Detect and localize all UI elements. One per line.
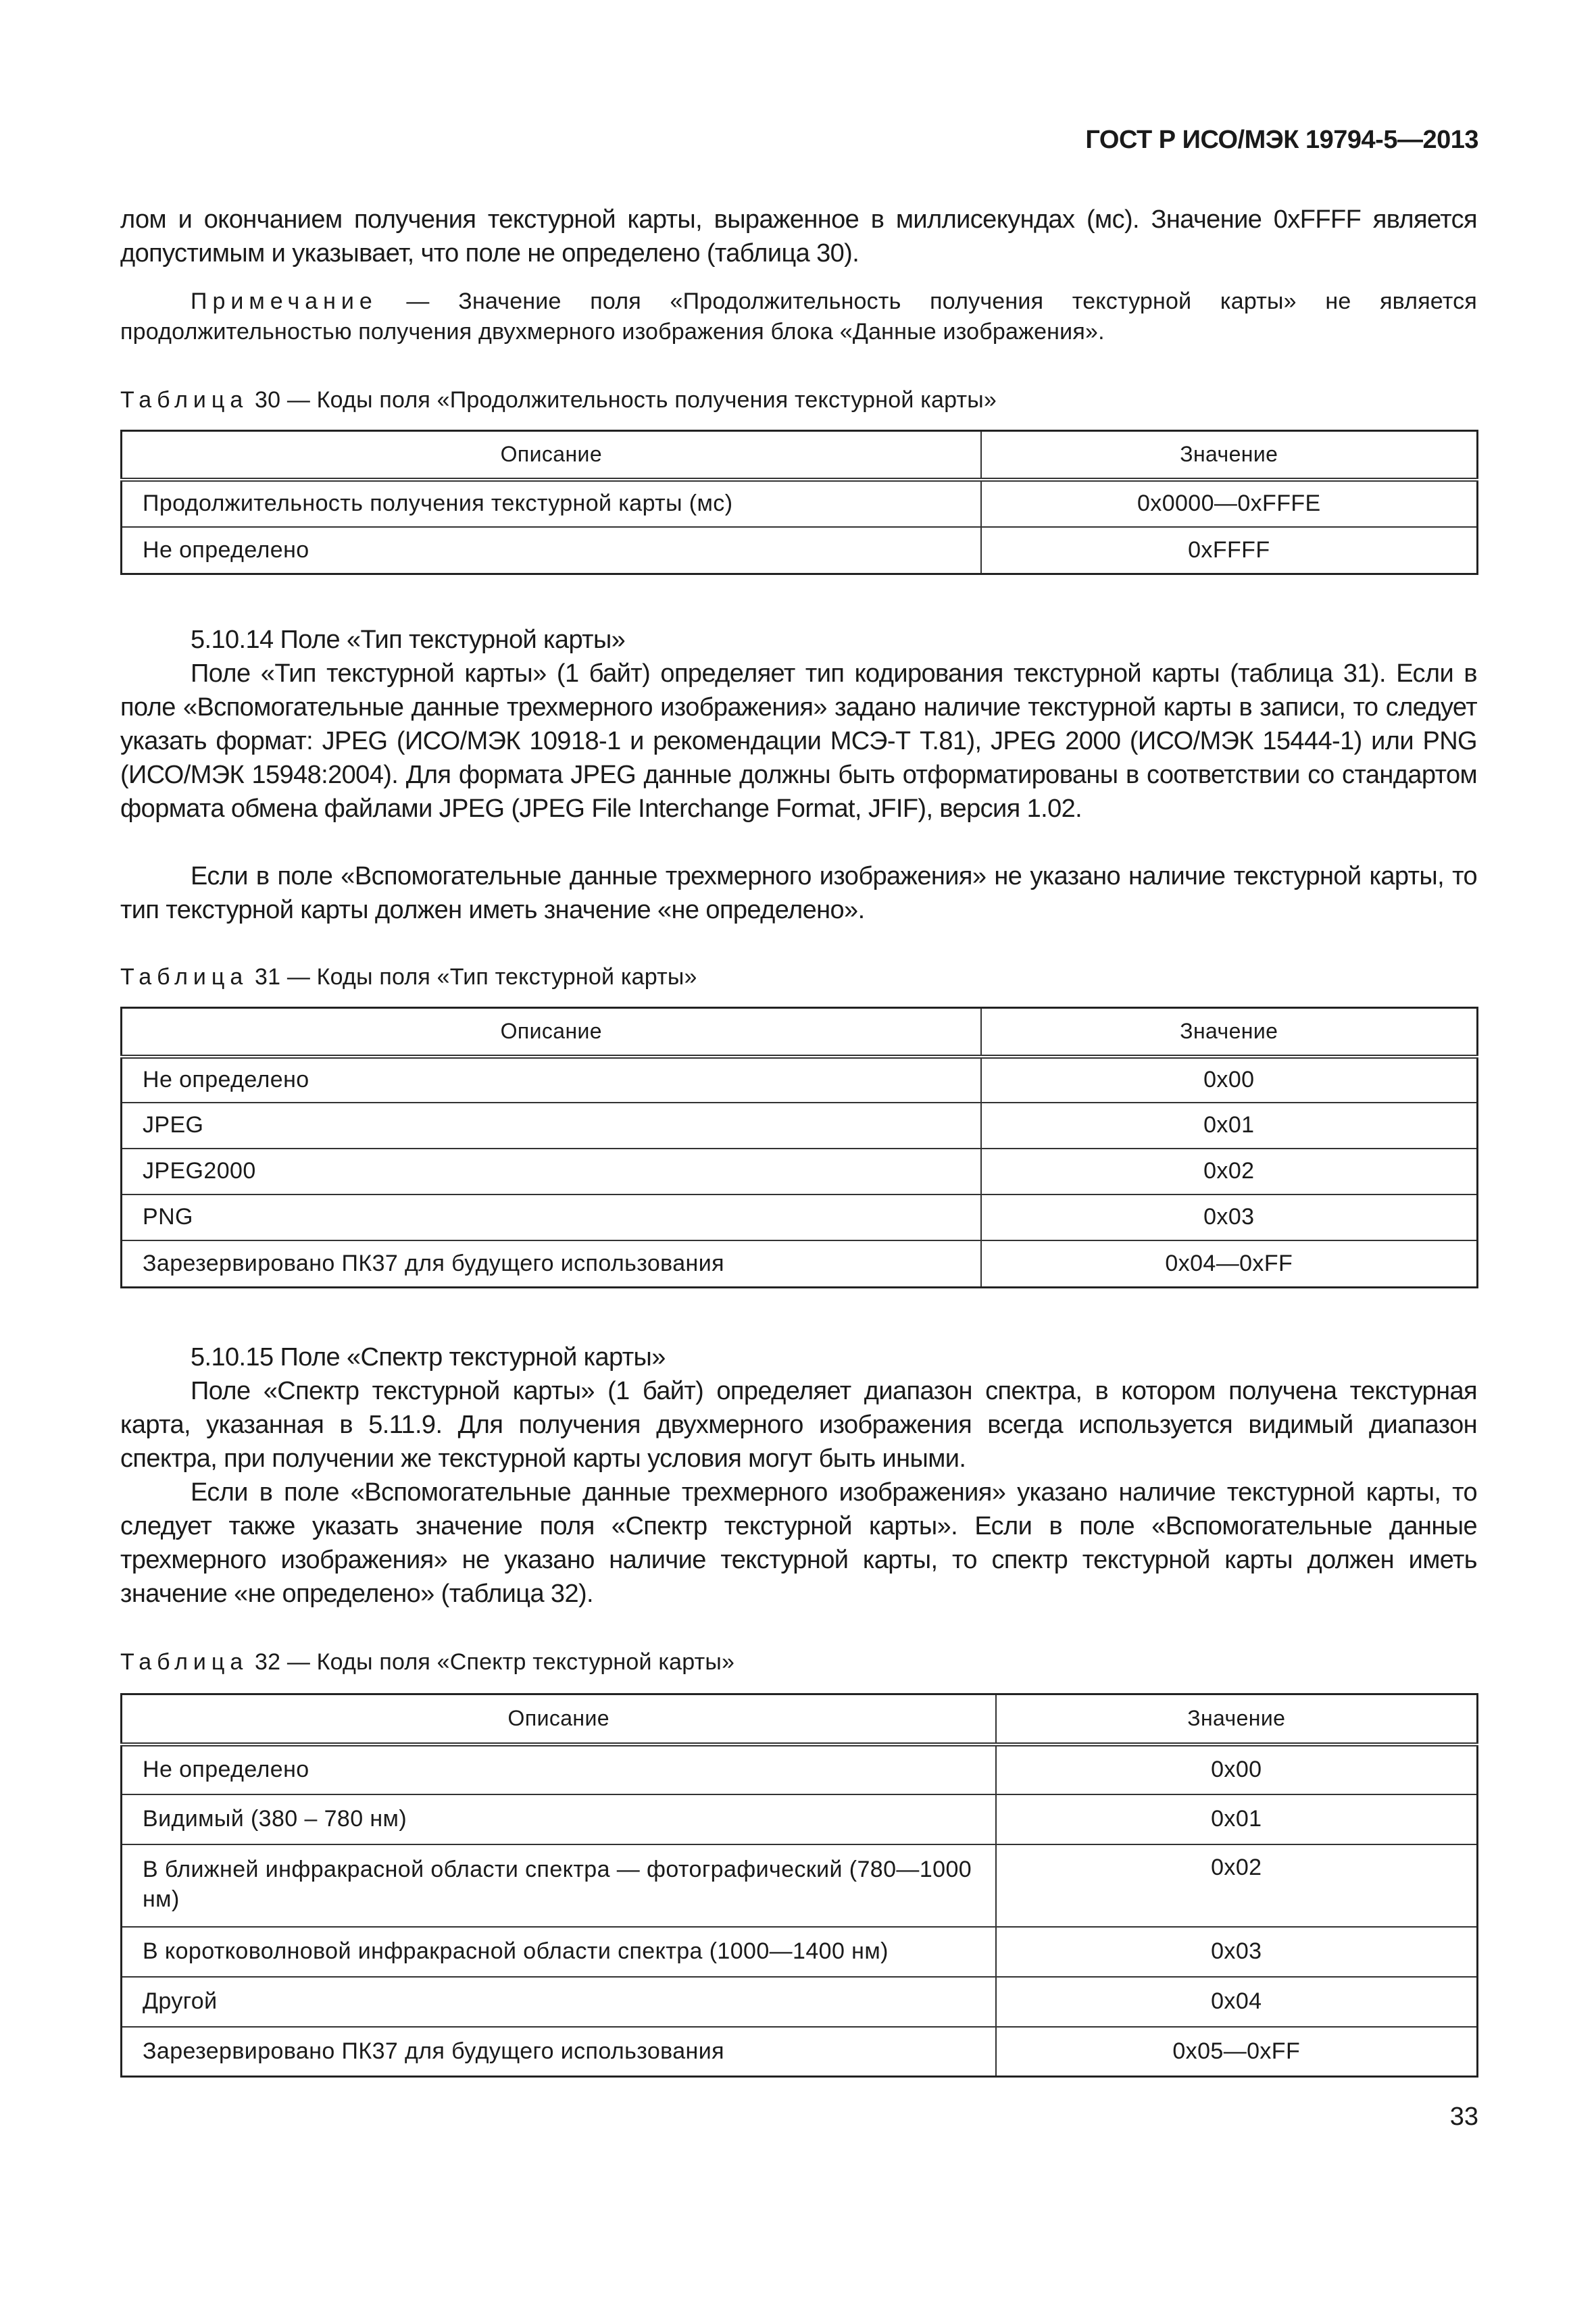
row-description: Не определено [122,1057,981,1103]
row-value: 0x04 [996,1977,1478,2027]
table32-caption [120,1647,734,1677]
section14-paragraph-1: Поле «Тип текстурной карты» (1 байт) определяет тип кодирования текстурной карты (таблица 31). Если в поле «Вспомогательные данные трехмерного изображения» задано наличие текстурной карты в записи, то следует указать формат: JPEG (ИСО/МЭК 10918-1 и рекомендации МСЭ-Т Т.81), JPEG 2000 (ИСО/МЭК 15444-1) или PNG (ИСО/МЭК 15948:2004). Для формата JPEG данные должны быть отформатированы в соответствии со стандартом формата обмена файлами JPEG (JPEG File Interchange Format, JFIF), версия 1.02. [120,659,1477,823]
table32-label: Таблица [120,1649,249,1675]
table30-caption-text: 30 — Коды поля «Продолжительность получения текстурной карты» [248,387,997,413]
row-description: JPEG2000 [122,1149,981,1194]
table-32 [120,1693,1478,2078]
table-row [122,1927,1478,1977]
row-description: Не определено [122,527,981,574]
section14-paragraph-2: Если в поле «Вспомогательные данные трехмерного изображения» не указано наличие текстурной карты, то тип текстурной карты должен иметь значение «не определено». [120,862,1477,924]
row-description: Зарезервировано ПК37 для будущего использования [122,2027,996,2077]
table-row [122,1977,1478,2027]
intro-paragraph: лом и окончанием получения текстурной карты, выраженное в миллисекундах (мс). Значение 0xFFFF является допустимым и указывает, что поле не определено (таблица 30). [120,205,1477,268]
row-description: В коротковолновой инфракрасной области спектра (1000—1400 нм) [122,1927,996,1977]
row-description: PNG [122,1194,981,1240]
row-value: 0x05—0xFF [996,2027,1478,2077]
table-header-row [122,431,1478,480]
row-description: JPEG [122,1103,981,1149]
row-value: 0x01 [981,1103,1478,1149]
row-value: 0x03 [981,1194,1478,1240]
table-row [122,480,1478,527]
table-31 [120,1007,1478,1288]
section15-paragraph-1: Поле «Спектр текстурной карты» (1 байт) определяет диапазон спектра, в котором получена текстурная карта, указанная в 5.11.9. Для получения двухмерного изображения всегда используется видимый диапазон спектра, при получении же текстурной карты условия могут быть иными. [120,1377,1477,1473]
row-description: Зарезервировано ПК37 для будущего использования [122,1240,981,1288]
table-row [122,1149,1478,1194]
table-row [122,2027,1478,2077]
row-description: Не определено [122,1744,996,1794]
table-header-row [122,1008,1478,1057]
table-row [122,1057,1478,1103]
section-heading-5-10-14: 5.10.14 Поле «Тип текстурной карты» [191,626,626,654]
row-description: Видимый (380 – 780 нм) [122,1794,996,1844]
table-30 [120,430,1478,575]
table-row [122,1844,1478,1927]
row-value: 0xFFFF [981,527,1478,574]
row-value: 0x0000—0xFFFE [981,480,1478,527]
column-header-value: Значение [981,431,1478,480]
row-description: Продолжительность получения текстурной карты (мс) [122,480,981,527]
table32-caption-text: 32 — Коды поля «Спектр текстурной карты» [248,1649,735,1675]
row-value: 0x01 [996,1794,1478,1844]
table-row [122,1744,1478,1794]
row-value: 0x03 [996,1927,1478,1977]
column-header-description: Описание [122,431,981,480]
row-value: 0x02 [996,1844,1478,1927]
column-header-description: Описание [122,1008,981,1057]
table30-label: Таблица [120,387,249,413]
row-description: В ближней инфракрасной области спектра — фотографический (780—1000 нм) [122,1844,996,1927]
note-text: — Значение поля «Продолжительность получения текстурной карты» не является продолжительностью получения двухмерного изображения блока «Данные изображения». [120,288,1477,345]
row-value: 0x00 [996,1744,1478,1794]
table31-label: Таблица [120,964,249,990]
row-description: Другой [122,1977,996,2027]
table-row [122,527,1478,574]
table-row [122,1194,1478,1240]
column-header-value: Значение [981,1008,1478,1057]
note-paragraph [120,286,1477,347]
row-value: 0x04—0xFF [981,1240,1478,1288]
column-header-description: Описание [122,1694,996,1744]
row-value: 0x02 [981,1149,1478,1194]
row-value: 0x00 [981,1057,1478,1103]
table-row [122,1103,1478,1149]
table-header-row [122,1694,1478,1744]
table30-caption [120,385,997,415]
table-row [122,1240,1478,1288]
document-header: ГОСТ Р ИСО/МЭК 19794-5—2013 [1085,126,1478,154]
section-heading-5-10-15: 5.10.15 Поле «Спектр текстурной карты» [191,1343,666,1372]
table-row [122,1794,1478,1844]
page-number: 33 [1449,2103,1478,2131]
section15-paragraph-2: Если в поле «Вспомогательные данные трехмерного изображения» указано наличие текстурной карты, то следует также указать значение поля «Спектр текстурной карты». Если в поле «Вспомогательные данные трехмерного изображения» не указано наличие текстурной карты, то спектр текстурной карты должен иметь значение «не определено» (таблица 32). [120,1478,1477,1608]
table31-caption [120,962,697,992]
table31-caption-text: 31 — Коды поля «Тип текстурной карты» [248,964,697,990]
note-label: Примечание [191,288,378,314]
column-header-value: Значение [996,1694,1478,1744]
